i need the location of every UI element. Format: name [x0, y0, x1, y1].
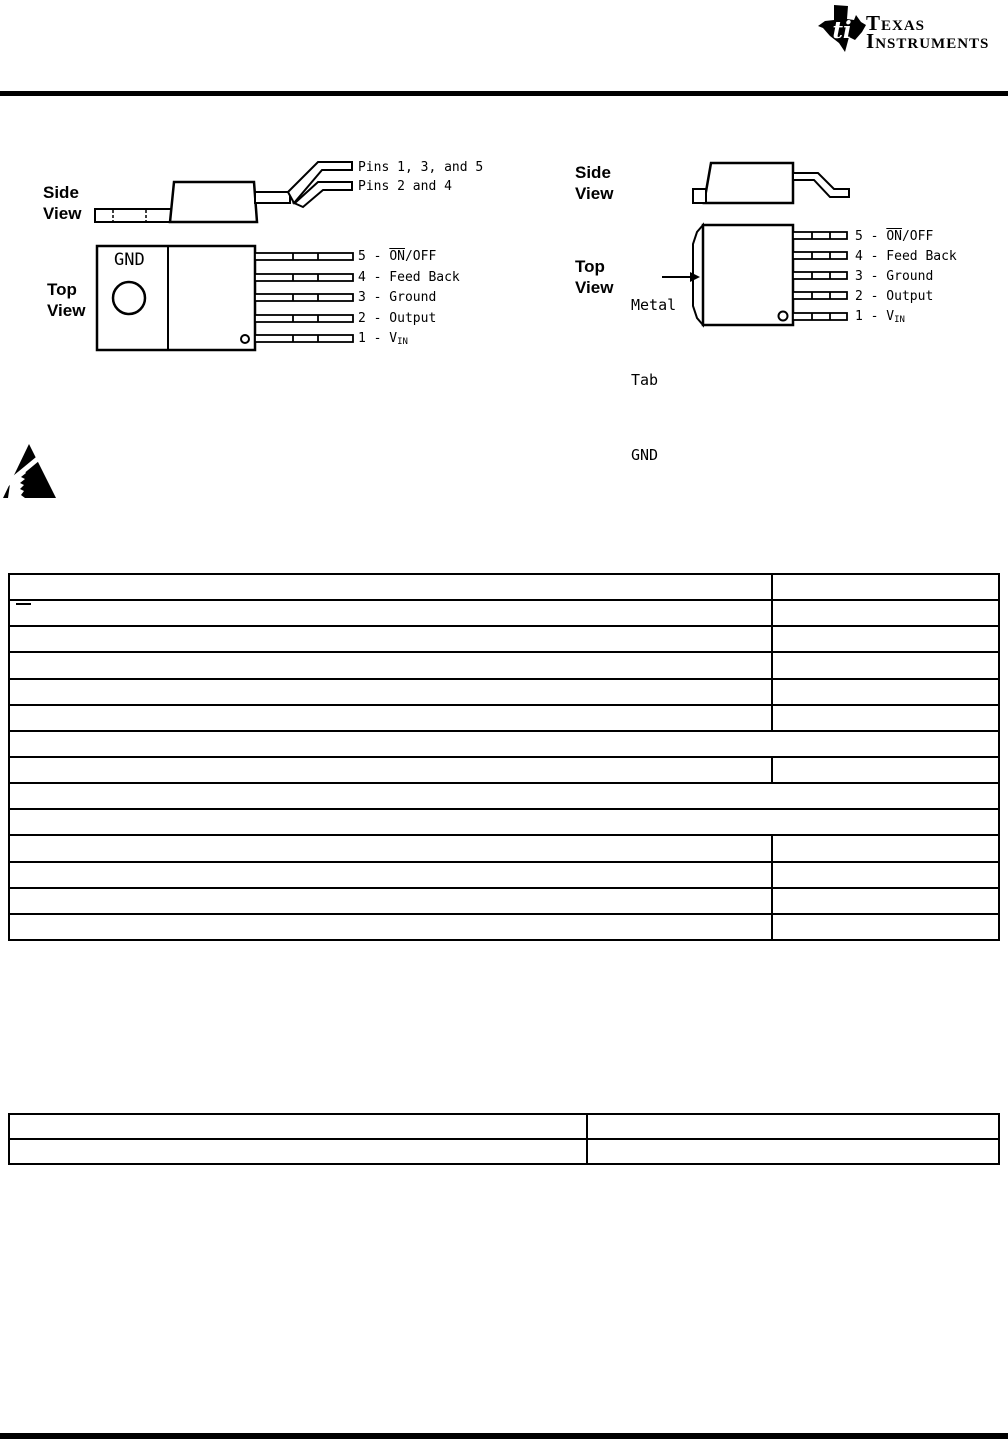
label-part: 2 - Output — [358, 311, 437, 326]
left-side-view-label — [43, 182, 81, 224]
label-part: /OFF — [901, 229, 934, 244]
pin-label-5-left — [358, 249, 436, 264]
label-line: Tab — [631, 371, 659, 389]
table-cell — [10, 653, 773, 677]
table-row — [10, 599, 998, 625]
table-cell — [10, 680, 773, 704]
label-line: Side — [43, 183, 79, 202]
pin-label-2-right — [855, 289, 933, 304]
table-cell — [773, 627, 998, 651]
ratings-table — [8, 573, 1000, 941]
table-cell — [773, 836, 998, 860]
label-line: GND — [631, 446, 659, 464]
table-row — [10, 678, 998, 704]
right-side-view-drawing — [693, 163, 849, 203]
label-part-subscript: IN — [894, 315, 905, 325]
label-part-subscript: IN — [397, 337, 408, 347]
table-cell — [10, 889, 773, 913]
label-part: 4 - Feed Back — [358, 270, 460, 285]
lead-label-pins-1-3-5: Pins 1, 3, and 5 — [358, 160, 484, 175]
table-cell — [10, 706, 773, 730]
table-cell — [10, 601, 773, 625]
label-part: 2 - Output — [855, 289, 934, 304]
label-part: 4 - Feed Back — [855, 249, 957, 264]
table-row — [10, 756, 998, 782]
table-cell — [773, 863, 998, 887]
label-part: 3 - Ground — [358, 290, 437, 305]
label-part: 3 - Ground — [855, 269, 934, 284]
table-cell — [10, 627, 773, 651]
table-row-full — [10, 730, 998, 756]
table-row — [10, 625, 998, 651]
left-gnd-tab-text: GND — [114, 250, 145, 270]
pin-label-4-left — [358, 270, 460, 285]
label-line: Top — [47, 280, 77, 299]
pin-label-4-right — [855, 249, 957, 264]
table-cell — [773, 653, 998, 677]
table-cell — [10, 575, 773, 599]
label-part: /OFF — [404, 249, 437, 264]
overline-artifact — [16, 603, 31, 605]
table-cell — [10, 1140, 588, 1163]
table-row — [10, 704, 998, 730]
pin-label-3-right — [855, 269, 933, 284]
pin-label-1-right — [855, 309, 905, 328]
table-row — [10, 651, 998, 677]
label-part-overline: $\overline{ON}$ — [389, 249, 405, 264]
table-cell — [773, 680, 998, 704]
pin-label-5-right — [855, 229, 933, 244]
brand-instruments-rest: NSTRUMENTS — [875, 36, 990, 52]
label-line: Side — [575, 163, 611, 182]
label-line: View — [575, 184, 614, 203]
table-row — [10, 1115, 998, 1138]
table-row — [10, 575, 998, 599]
table-cell — [773, 706, 998, 730]
brand-texas-rest: EXAS — [881, 18, 926, 34]
right-top-view-label — [575, 256, 613, 298]
label-line: Metal — [631, 296, 677, 314]
esd-warning-icon — [0, 444, 56, 498]
label-part: 1 - V — [855, 309, 895, 324]
label-line: Top — [575, 257, 605, 276]
table-row-full — [10, 808, 998, 834]
right-top-view-drawing — [662, 225, 847, 325]
pin-label-2-left — [358, 311, 436, 326]
table-row-full — [10, 782, 998, 808]
table-cell — [588, 1140, 998, 1163]
lead-label-pins-2-4: Pins 2 and 4 — [358, 179, 452, 194]
table-cell — [588, 1115, 998, 1138]
pin-label-1-left — [358, 331, 408, 350]
table-row — [10, 834, 998, 860]
label-part: 5 - — [358, 249, 390, 264]
brand-texas-initial: T — [866, 11, 882, 35]
pin-label-3-left — [358, 290, 436, 305]
table-cell — [10, 758, 773, 782]
table-cell — [773, 601, 998, 625]
label-part: 5 - — [855, 229, 887, 244]
table-cell — [773, 889, 998, 913]
left-side-view-drawing — [95, 162, 352, 222]
table-cell — [773, 575, 998, 599]
left-top-view-label — [47, 279, 85, 321]
table-cell — [773, 915, 998, 939]
footer-rule — [0, 1433, 1008, 1439]
label-line: View — [575, 278, 614, 297]
label-part-overline: $\overline{ON}$ — [886, 229, 902, 244]
table-row — [10, 1138, 998, 1163]
table-cell — [10, 836, 773, 860]
label-line: View — [47, 301, 86, 320]
ti-monogram: ti — [832, 17, 852, 44]
table-cell — [10, 863, 773, 887]
table-cell — [773, 758, 998, 782]
table-row — [10, 913, 998, 939]
metal-tab-gnd-label — [631, 243, 676, 518]
table-row — [10, 861, 998, 887]
table-cell — [10, 1115, 588, 1138]
small-table — [8, 1113, 1000, 1165]
brand-instruments-initial: I — [866, 29, 876, 53]
table-row — [10, 887, 998, 913]
table-cell — [10, 915, 773, 939]
label-part: 1 - V — [358, 331, 398, 346]
right-side-view-label — [575, 162, 613, 204]
label-line: View — [43, 204, 82, 223]
